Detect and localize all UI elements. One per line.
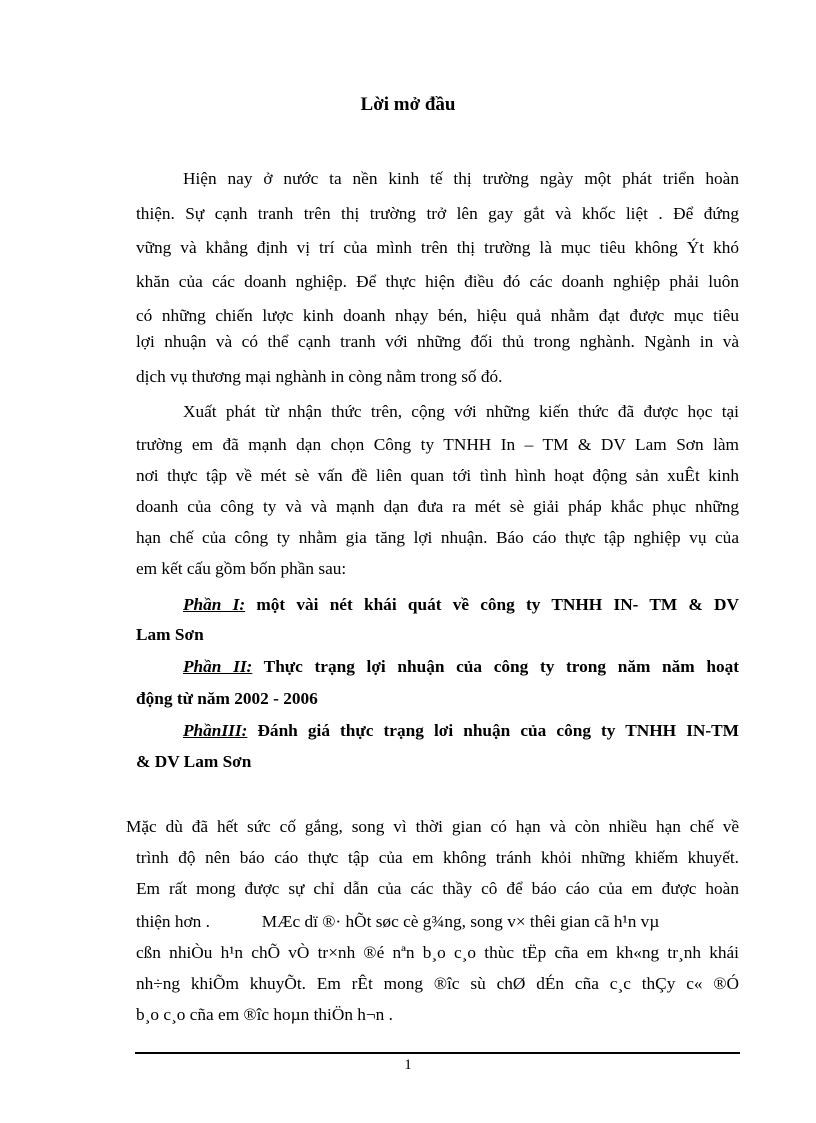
part-3 bbox=[183, 722, 739, 739]
para2-line-4: doanh của công ty và và mạnh dạn đưa ra mét sè giải pháp khắc phục những bbox=[136, 497, 739, 516]
para3-line-1: Mặc dù đã hết sức cố gắng, song vì thời gian có hạn và còn nhiều hạn chế về bbox=[126, 817, 739, 836]
para1-line-5: có những chiến lược kinh doanh nhạy bén, hiệu quả nhằm đạt được mục tiêu bbox=[136, 306, 739, 325]
part-1-label: Phần I: bbox=[183, 595, 246, 614]
part-2-line-2: động từ năm 2002 - 2006 bbox=[136, 689, 318, 708]
part-1-text: một vài nét khái quát về công ty TNHH IN- TM & DV bbox=[245, 595, 739, 614]
para3-line-5: cßn nhiÒu h¹n chÕ vÒ tr×nh ®é nªn b¸o c¸o thùc tËp cña em kh«ng tr¸nh khái bbox=[136, 943, 739, 962]
para2-line-3: nơi thực tập về mét sè vấn đề liên quan tới tình hình hoạt động sản xuÊt kinh bbox=[136, 466, 739, 485]
part-3-text: Đánh giá thực trạng lơi nhuận của công ty TNHH IN-TM bbox=[247, 721, 739, 740]
para1-line-4: khăn của các doanh nghiệp. Để thực hiện điều đó các doanh nghiệp phải luôn bbox=[136, 272, 739, 291]
part-1 bbox=[183, 596, 739, 613]
para3-line-3: Em rất mong được sự chỉ dẫn của các thầy cô để báo cáo của em được hoàn bbox=[136, 879, 739, 898]
part-1-line-2: Lam Sơn bbox=[136, 625, 204, 644]
para3-line-7: b¸o c¸o cña em ®îc hoµn thiÖn h¬n . bbox=[136, 1005, 393, 1024]
para2-line-6: em kết cấu gồm bốn phần sau: bbox=[136, 559, 347, 578]
para2-line-1: Xuất phát từ nhận thức trên, cộng với những kiến thức đã được học tại bbox=[183, 402, 739, 421]
para2-line-5: hạn chế của công ty nhằm gia tăng lợi nhuận. Báo cáo thực tập nghiệp vụ của bbox=[136, 528, 739, 547]
part-2-label: Phần II: bbox=[183, 657, 253, 676]
footer-rule bbox=[135, 1052, 740, 1054]
para3-line-6: nh÷ng khiÕm khuyÕt. Em rÊt mong ®îc sù chØ dÉn cña c¸c thÇy c« ®Ó bbox=[136, 974, 739, 993]
para3-line-4: thiện hơn . MÆc dï ®· hÕt søc cè g¾ng, song v× thêi gian cã h¹n vµ bbox=[136, 912, 660, 931]
para1-line-6: lợi nhuận và có thể cạnh tranh với những đối thủ trong nghành. Ngành in và bbox=[136, 332, 739, 351]
part-3-line-2: & DV Lam Sơn bbox=[136, 752, 252, 771]
part-3-label: PhầnIII: bbox=[183, 721, 248, 740]
page-number: 1 bbox=[404, 1057, 412, 1073]
para1-line-1: Hiện nay ở nước ta nền kinh tế thị trường ngày một phát triển hoàn bbox=[183, 169, 739, 188]
para2-line-2: trường em đã mạnh dạn chọn Công ty TNHH In – TM & DV Lam Sơn làm bbox=[136, 435, 739, 454]
part-2-text: Thực trạng lợi nhuận của công ty trong năm năm hoạt bbox=[252, 657, 739, 676]
part-2 bbox=[183, 658, 739, 675]
para3-line-2: trình độ nên báo cáo thực tập của em không tránh khỏi những khiếm khuyết. bbox=[136, 848, 739, 867]
page-title: Lời mở đầu bbox=[360, 94, 456, 115]
para1-line-7: dịch vụ thương mại nghành in còng nằm trong số đó. bbox=[136, 367, 503, 386]
para1-line-3: vững và khẳng định vị trí của mình trên thị trường là mục tiêu không Ýt khó bbox=[136, 238, 739, 257]
para1-line-2: thiện. Sự cạnh tranh trên thị trường trở lên gay gắt và khốc liệt . Để đứng bbox=[136, 204, 739, 223]
